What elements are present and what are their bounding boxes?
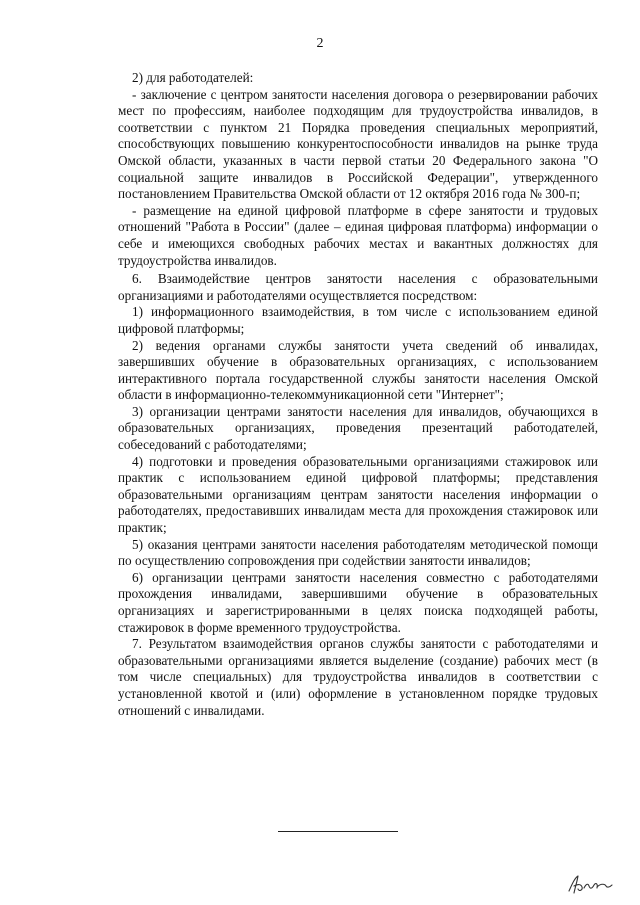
paragraph-item-6: 6. Взаимодействие центров занятости населения с образовательными организациями и работодателями осуществляется посредством: [118,271,598,303]
paragraph-reservation-contract: - заключение с центром занятости населения договора о резервировании рабочих мест по профессиям, наиболее подходящим для трудоустройства инвалидов, в соответствии с пунктом 21 Порядка проведения специальных мероприятий, способствующих повышению конкурентоспособности инвалидов на рынке труда Омской области, указанных в части первой статьи 20 Федерального закона "О социальной защите инвалидов в Российской Федерации", утвержденного постановлением Правительства Омской области от 12 октября 2016 года № 300-п; [118,86,598,202]
paragraph-item-6-3: 3) организации центрами занятости населения для инвалидов, обучающихся в образовательных организациях, проведения презентаций работодателей, собеседований с работодателями; [118,403,598,453]
paragraph-item-6-5: 5) оказания центрами занятости населения работодателям методической помощи по осуществлению сопровождения при содействии занятости инвалидов; [118,536,598,569]
paragraph-item-6-6: 6) организации центрами занятости населения совместно с работодателями прохождения инвалидами, завершившими обучение в образовательных организациях и зарегистрированными в целях поиска подходящей работы, стажировок в форме временного трудоустройства. [118,569,598,635]
page-number: 2 [316,36,324,51]
paragraph-item-6-4: 4) подготовки и проведения образовательными организациями стажировок или практик с использованием единой цифровой платформы; представления образовательными организациям центрам занятости населения информации о работодателях, предоставивших инвалидам места для прохождения стажировок или практик; [118,453,598,536]
paragraph-digital-platform: - размещение на единой цифровой платформе в сфере занятости и трудовых отношений "Работа в России" (далее – единая цифровая платформа) информации о себе и имеющихся свободных рабочих местах и вакантных должностях для трудоустройства инвалидов. [118,202,598,268]
handwritten-initials-signature [566,872,614,896]
closing-divider [278,831,398,832]
document-body [118,70,598,719]
paragraph-employers-heading: 2) для работодателей: [132,70,254,85]
paragraph-item-6-2: 2) ведения органами службы занятости учета сведений об инвалидах, завершивших обучение в образовательных организациях, с использованием интерактивного портала государственной службы занятости населения Омской области в информационно-телекоммуникационной сети "Интернет"; [118,337,598,403]
paragraph-item-6-1: 1) информационного взаимодействия, в том числе с использованием единой цифровой платформы; [118,304,598,336]
paragraph-item-7: 7. Результатом взаимодействия органов службы занятости с работодателями и образовательными организациями является выделение (создание) рабочих мест (в том числе специальных) для трудоустройства инвалидов в соответствии с установленной квотой и (или) оформление в установленном порядке трудовых отношений с инвалидами. [118,636,598,718]
